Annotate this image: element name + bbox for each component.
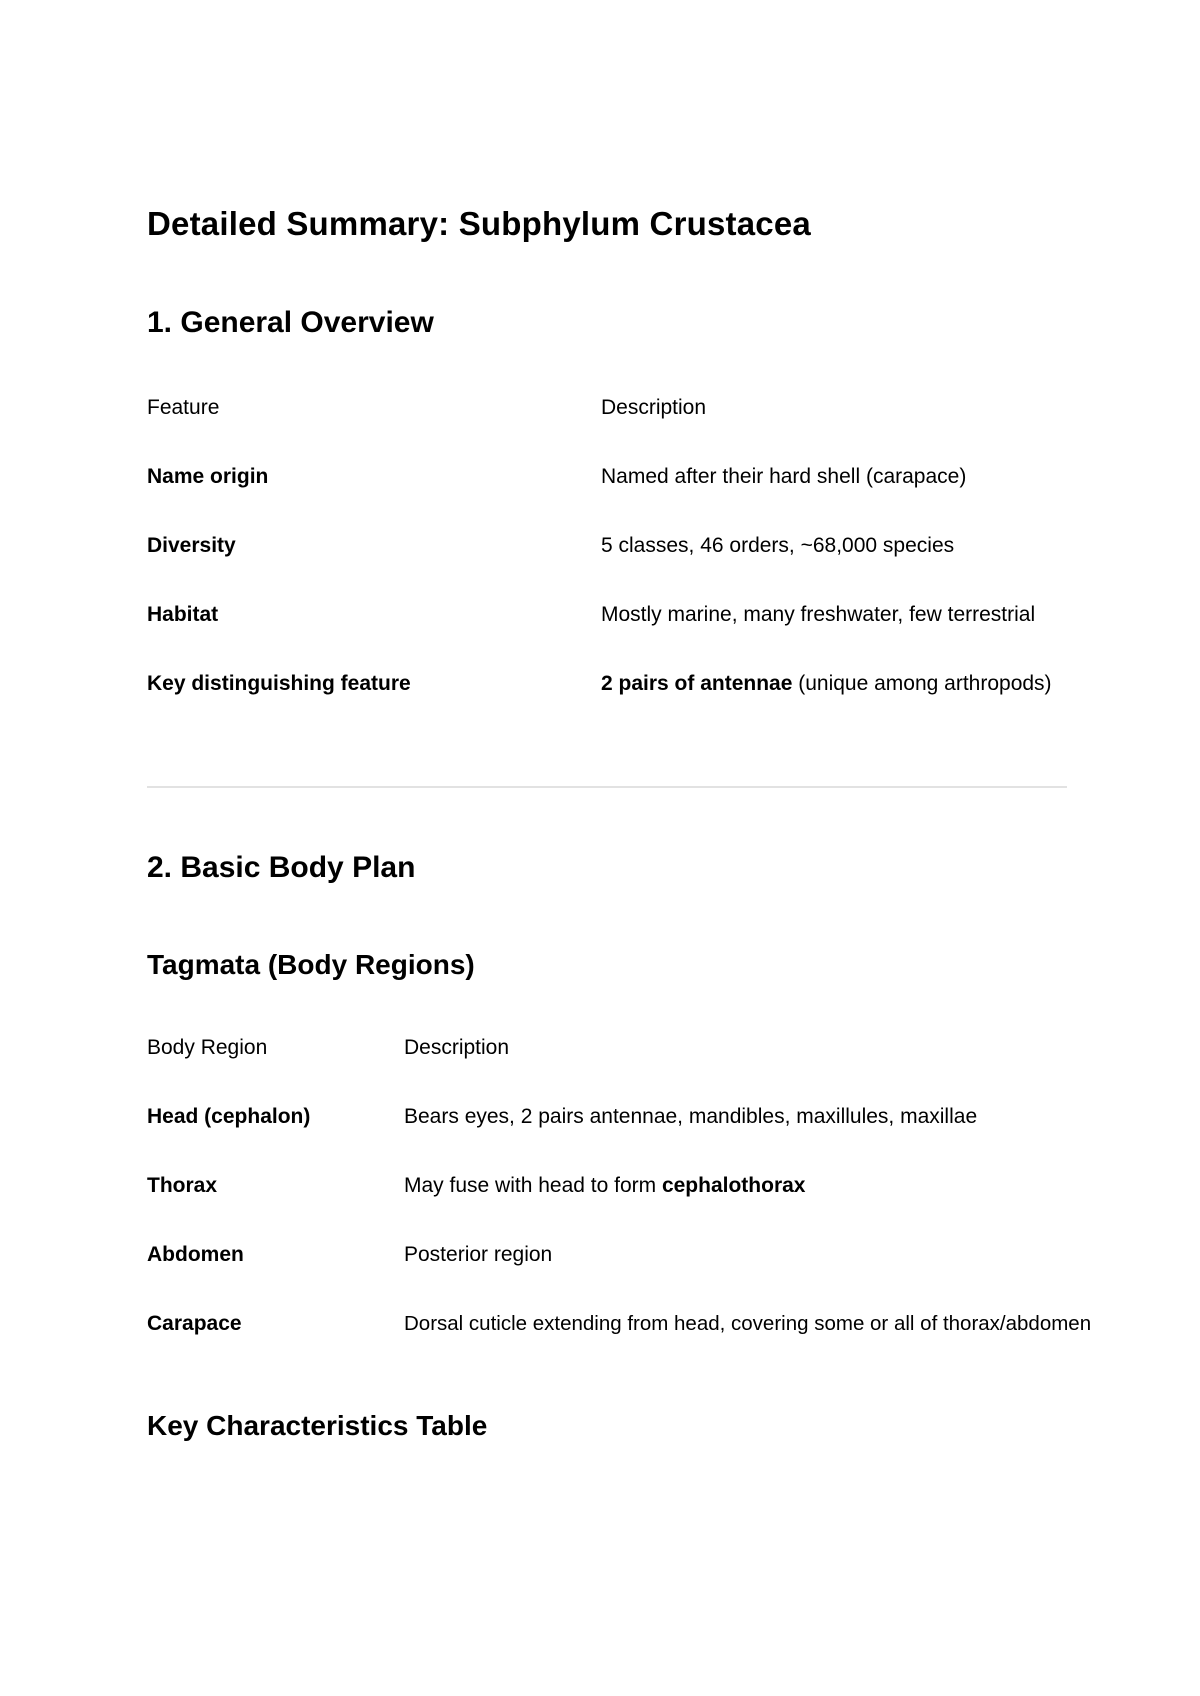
tagmata-row-region: Abdomen bbox=[147, 1243, 244, 1266]
overview-row-feature: Key distinguishing feature bbox=[147, 672, 411, 695]
document-title: Detailed Summary: Subphylum Crustacea bbox=[147, 205, 811, 242]
section-heading-general-overview: 1. General Overview bbox=[147, 306, 434, 339]
tagmata-row-description: Dorsal cuticle extending from head, covering some or all of thorax/abdomen bbox=[404, 1312, 1092, 1335]
tagmata-row-description bbox=[404, 1174, 806, 1198]
description-emphasis: 2 pairs of antennae bbox=[601, 672, 793, 695]
overview-row-feature: Diversity bbox=[147, 534, 236, 557]
tagmata-row-region: Head (cephalon) bbox=[147, 1105, 311, 1128]
description-text: May fuse with head to form bbox=[404, 1174, 662, 1197]
overview-row-description bbox=[601, 672, 1052, 696]
subsection-heading-key-characteristics: Key Characteristics Table bbox=[147, 1410, 488, 1441]
tagmata-row-region: Carapace bbox=[147, 1312, 242, 1335]
tagmata-row-region: Thorax bbox=[147, 1174, 218, 1197]
overview-row-feature: Name origin bbox=[147, 465, 269, 488]
overview-row-feature: Habitat bbox=[147, 603, 219, 626]
overview-header-description: Description bbox=[601, 396, 707, 419]
tagmata-header-description: Description bbox=[404, 1036, 510, 1059]
description-emphasis: cephalothorax bbox=[661, 1174, 806, 1197]
subsection-heading-tagmata: Tagmata (Body Regions) bbox=[147, 949, 475, 980]
tagmata-header-region: Body Region bbox=[147, 1036, 268, 1059]
overview-header-feature: Feature bbox=[147, 396, 220, 419]
tagmata-row-description: Posterior region bbox=[404, 1243, 553, 1266]
tagmata-row-description: Bears eyes, 2 pairs antennae, mandibles, maxillules, maxillae bbox=[404, 1105, 978, 1128]
overview-row-description: Named after their hard shell (carapace) bbox=[601, 465, 967, 488]
section-divider bbox=[147, 786, 1067, 788]
overview-row-description: 5 classes, 46 orders, ~68,000 species bbox=[601, 534, 955, 557]
section-heading-body-plan: 2. Basic Body Plan bbox=[147, 851, 416, 884]
description-text: (unique among arthropods) bbox=[792, 672, 1052, 695]
overview-row-description: Mostly marine, many freshwater, few terrestrial bbox=[601, 603, 1036, 626]
